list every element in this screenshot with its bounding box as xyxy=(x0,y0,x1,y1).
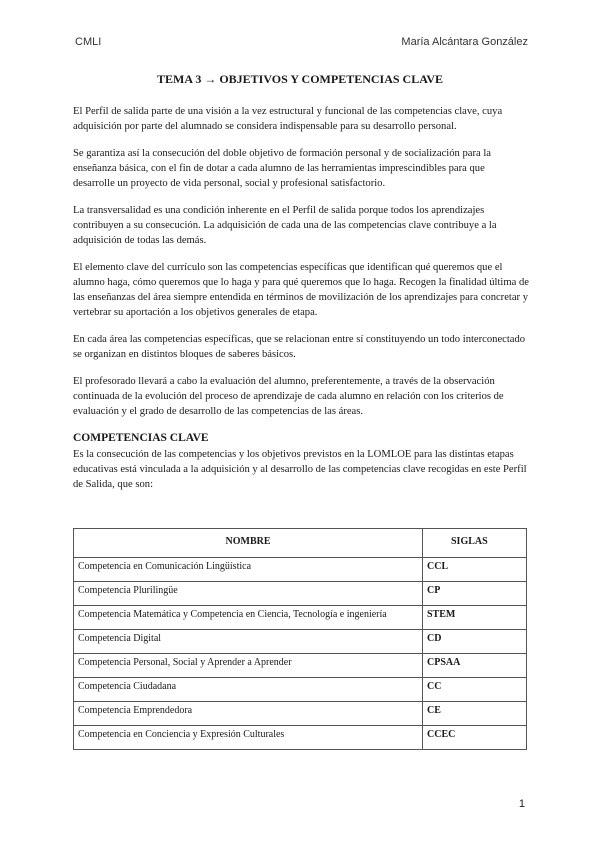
competencia-sigla: CP xyxy=(423,582,527,606)
paragraph: El Perfil de salida parte de una visión a la vez estructural y funcional de las competencias clave, cuya adquisición por parte del alumnado se considera indispensable para su desarrollo personal. xyxy=(73,106,503,132)
competencia-sigla: CD xyxy=(423,630,527,654)
table-row xyxy=(74,606,527,630)
header-author: María Alcántara González xyxy=(401,36,528,48)
competencia-sigla: CC xyxy=(423,678,527,702)
document-body xyxy=(73,104,529,492)
table-row xyxy=(74,654,527,678)
paragraph: El elemento clave del currículo son las competencias específicas que identifican qué queremos que el alumno haga, cómo queremos que lo haga y para qué queremos que lo haga. Recogen la finalidad última de las enseñanzas del área siempre entendida en términos de movilización de los aprendizajes para concretar y vertebrar su aportación a los objetivos generales de etapa. xyxy=(73,262,529,318)
column-header-siglas: SIGLAS xyxy=(423,529,527,558)
competencia-name: Competencia Emprendedora xyxy=(74,702,423,726)
paragraph: Se garantiza así la consecución del doble objetivo de formación personal y de socialización para la enseñanza básica, con el fin de dotar a cada alumno de las herramientas imprescindibles para que desarrolle un proyecto de vida personal, social y profesional satisfactorio. xyxy=(73,148,491,189)
table-row xyxy=(74,582,527,606)
table-row xyxy=(74,558,527,582)
table-row xyxy=(74,702,527,726)
competencia-sigla: CCEC xyxy=(423,726,527,750)
competencias-table xyxy=(73,528,527,750)
competencia-name: Competencia Ciudadana xyxy=(74,678,423,702)
section-title: COMPETENCIAS CLAVE xyxy=(73,432,209,444)
column-header-nombre: NOMBRE xyxy=(74,529,423,558)
paragraph: En cada área las competencias específicas, que se relacionan entre sí constituyendo un todo interconectado se organizan en distintos bloques de saberes básicos. xyxy=(73,334,526,360)
table-header-row xyxy=(74,529,527,558)
competencia-sigla: CE xyxy=(423,702,527,726)
competencia-name: Competencia Plurilingüe xyxy=(74,582,423,606)
page-number: 1 xyxy=(518,798,525,810)
section-intro: Es la consecución de las competencias y los objetivos previstos en la LOMLOE para las distintas etapas educativas está vinculada a la adquisición y al desarrollo de las competencias clave recogidas en este Perfil de Salida, que son: xyxy=(73,449,527,490)
competencia-name: Competencia Personal, Social y Aprender a Aprender xyxy=(74,654,423,678)
paragraph: La transversalidad es una condición inherente en el Perfil de salida porque todos los aprendizajes contribuyen a su consecución. La adquisición de cada una de las competencias clave contribuye a la adquisición de todas las demás. xyxy=(73,205,497,246)
header-left: CMLI xyxy=(75,36,102,48)
competencia-sigla: CCL xyxy=(423,558,527,582)
competencia-name: Competencia en Conciencia y Expresión Culturales xyxy=(74,726,423,750)
competencia-name: Competencia Matemática y Competencia en Ciencia, Tecnología e ingeniería xyxy=(74,606,423,630)
competencia-sigla: STEM xyxy=(423,606,527,630)
table-row xyxy=(74,678,527,702)
paragraph: El profesorado llevará a cabo la evaluación del alumno, preferentemente, a través de la observación continuada de la evolución del proceso de aprendizaje de cada alumno en relación con los criterios de evaluación y el grado de desarrollo de las competencias de las áreas. xyxy=(73,376,504,417)
table-row xyxy=(74,726,527,750)
table-row xyxy=(74,630,527,654)
competencia-name: Competencia en Comunicación Lingüística xyxy=(74,558,423,582)
page-title: TEMA 3 → OBJETIVOS Y COMPETENCIAS CLAVE xyxy=(156,72,444,86)
competencia-name: Competencia Digital xyxy=(74,630,423,654)
competencia-sigla: CPSAA xyxy=(423,654,527,678)
